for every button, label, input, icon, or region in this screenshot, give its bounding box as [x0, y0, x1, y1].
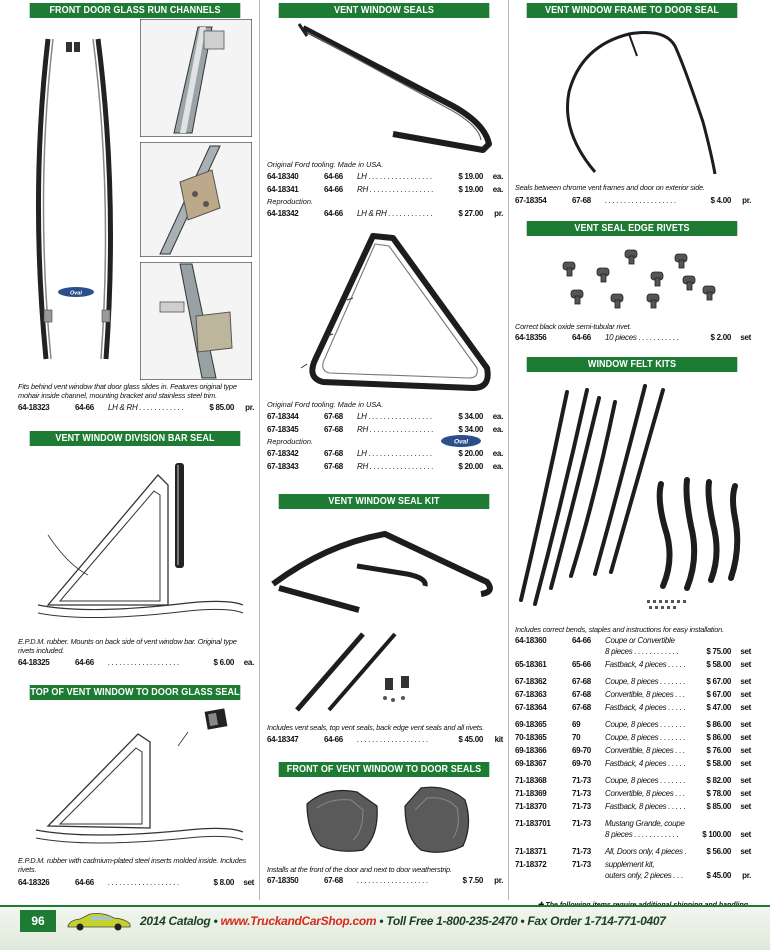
item-description: RH . . . . . . . . . . . . . . . . . — [357, 462, 434, 471]
years: 67-68 — [324, 462, 343, 471]
price: $ 7.50 — [462, 876, 483, 885]
tooling-note: Original Ford tooling. Made in USA. — [267, 160, 384, 169]
item-description-text: Fastback, 4 pieces — [605, 703, 667, 712]
price-row — [515, 718, 751, 731]
vent-seal-64-66-image — [293, 20, 503, 154]
unit: set — [740, 703, 751, 712]
part-number: 69-18367 — [515, 759, 547, 768]
years: 69 — [572, 720, 581, 729]
item-description-text: Convertible, 8 pieces — [605, 789, 674, 798]
years: 71-73 — [572, 789, 591, 798]
top-vent-description: E.P.D.M. rubber with cadmium-plated steel inserts molded inside. Includes rivets. — [18, 856, 247, 875]
unit: pr. — [742, 871, 751, 880]
item-description-text: 10 pieces — [605, 333, 637, 342]
front-vent-description: Installs at the front of the door and next to door weatherstrip. — [267, 865, 452, 874]
item-description: Coupe, 8 pieces . . . . . . . — [605, 677, 686, 686]
felt-kits-image — [515, 378, 749, 618]
item-description: Convertible, 8 pieces . . . — [605, 690, 685, 699]
section-header-rivets: VENT SEAL EDGE RIVETS — [527, 221, 738, 236]
bullet-separator: • — [520, 914, 525, 928]
part-number: 64-18347 — [267, 735, 299, 744]
vent-seals-67-price-list — [267, 399, 503, 473]
unit: ea. — [243, 658, 254, 667]
column-divider — [259, 0, 260, 900]
price-row — [267, 170, 503, 183]
years: 65-66 — [572, 660, 591, 669]
price-row — [18, 656, 254, 669]
price-row — [267, 460, 503, 473]
years: 69-70 — [572, 746, 591, 755]
item-description: Coupe, 8 pieces . . . . . . . — [605, 776, 686, 785]
seal-kit-image — [267, 514, 501, 716]
item-description: Coupe, 8 pieces . . . . . . . — [605, 733, 686, 742]
item-description: LH . . . . . . . . . . . . . . . . . — [357, 412, 433, 421]
run-channel-detail-top-image — [140, 19, 252, 137]
frame-seal-price-list — [515, 194, 751, 207]
run-channel-long-image — [18, 24, 138, 364]
division-bar-diagram-image — [28, 455, 248, 627]
years: 67-68 — [572, 690, 591, 699]
part-number: 71-18368 — [515, 776, 547, 785]
years: 71-73 — [572, 860, 591, 869]
unit: ea. — [492, 412, 503, 421]
bullet-separator: • — [379, 914, 384, 928]
price-row — [515, 817, 751, 841]
reproduction-note-text: Reproduction. — [267, 437, 314, 446]
price-row — [267, 183, 503, 196]
item-description-text: Coupe, 8 pieces — [605, 776, 659, 785]
bullet-separator: • — [213, 914, 218, 928]
years: 64-66 — [324, 172, 343, 181]
years: 64-66 — [75, 878, 94, 887]
unit: set — [243, 878, 254, 887]
item-description: . . . . . . . . . . . . . . . . . . . — [108, 658, 180, 667]
price: $ 34.00 — [458, 425, 483, 434]
division-bar-price-list — [18, 656, 254, 669]
reproduction-note — [267, 436, 503, 447]
years: 64-66 — [572, 636, 591, 645]
top-vent-diagram-image — [28, 706, 248, 852]
item-description: . . . . . . . . . . . . . . . . . . . — [605, 196, 677, 205]
part-number: 67-18345 — [267, 425, 299, 434]
run-channel-detail-mid-image — [140, 142, 252, 257]
unit: ea. — [492, 172, 503, 181]
part-number: 67-18354 — [515, 196, 547, 205]
seal-kit-price-list — [267, 733, 503, 746]
item-description: Convertible, 8 pieces . . . — [605, 789, 685, 798]
price-row — [515, 800, 751, 813]
section-header-run-channels: FRONT DOOR GLASS RUN CHANNELS — [30, 3, 241, 18]
price-row — [18, 876, 254, 889]
front-vent-seals-image — [297, 780, 487, 856]
unit: pr. — [494, 209, 503, 218]
item-description: . . . . . . . . . . . . . . . . . . . — [357, 735, 429, 744]
price-row — [267, 733, 503, 746]
fax-order-phone: Fax Order 1-714-771-0407 — [527, 914, 666, 928]
price-row — [515, 744, 751, 757]
price-row — [267, 207, 503, 220]
frame-seal-image — [555, 22, 725, 177]
item-description-text: Coupe or Convertible — [605, 636, 675, 645]
unit: set — [740, 759, 751, 768]
item-description: LH & RH . . . . . . . . . . . . — [108, 403, 184, 412]
vent-seal-67-68-image — [293, 228, 503, 398]
rivets-description: Correct black oxide semi-tubular rivet. — [515, 322, 632, 331]
catalog-year: 2014 Catalog — [140, 914, 211, 928]
price: $ 20.00 — [458, 449, 483, 458]
years: 67-68 — [324, 876, 343, 885]
vent-seals-price-list — [267, 159, 503, 220]
years: 71-73 — [572, 802, 591, 811]
price-row — [515, 858, 751, 882]
price: $ 6.00 — [213, 658, 234, 667]
price: $ 47.00 — [706, 703, 731, 712]
item-description-text: LH — [357, 172, 367, 181]
column-divider — [508, 0, 509, 900]
item-description-sub: outers only, 2 pieces — [605, 871, 672, 880]
item-description: All, Doors only, 4 pieces . — [605, 847, 687, 856]
price: $ 67.00 — [706, 677, 731, 686]
unit: set — [740, 690, 751, 699]
oval-logo-icon — [439, 434, 483, 448]
item-description-text: Coupe, 8 pieces — [605, 733, 659, 742]
toll-free-phone: Toll Free 1-800-235-2470 — [386, 914, 518, 928]
price: $ 67.00 — [706, 690, 731, 699]
part-number: 67-18344 — [267, 412, 299, 421]
price-row — [515, 675, 751, 688]
frame-seal-description: Seals between chrome vent frames and door on exterior side. — [515, 183, 705, 192]
price-row — [515, 701, 751, 714]
website-link[interactable]: www.TruckandCarShop.com — [220, 914, 377, 928]
seal-kit-description: Includes vent seals, top vent seals, back edge vent seals and all rivets. — [267, 723, 485, 732]
price: $ 56.00 — [706, 847, 731, 856]
item-description-text: Convertible, 8 pieces — [605, 746, 674, 755]
section-header-seal-kit: VENT WINDOW SEAL KIT — [279, 494, 490, 509]
part-number: 64-18326 — [18, 878, 50, 887]
unit: pr. — [245, 403, 254, 412]
item-description-text: supplement kit, — [605, 860, 655, 869]
unit: set — [740, 733, 751, 742]
price-row — [515, 774, 751, 787]
rivets-price-list — [515, 331, 751, 344]
years: 71-73 — [572, 776, 591, 785]
section-header-felt-kits: WINDOW FELT KITS — [527, 357, 738, 372]
price-row — [267, 447, 503, 460]
years: 64-66 — [324, 209, 343, 218]
item-description-sub: 8 pieces — [605, 647, 633, 656]
item-description: Fastback, 8 pieces . . . . . — [605, 802, 686, 811]
division-bar-description: E.P.D.M. rubber. Mounts on back side of vent window bar. Original type rivets included. — [18, 637, 237, 656]
price-row — [18, 401, 254, 414]
price-row — [515, 787, 751, 800]
price-row — [515, 731, 751, 744]
run-channels-description: Fits behind vent window that door glass slides in. Features original type mohair inside channel, mounting bracket and stainless steel trim. — [18, 382, 237, 401]
item-description-text: Fastback, 4 pieces — [605, 759, 667, 768]
price: $ 85.00 — [706, 802, 731, 811]
item-description-text: RH — [357, 185, 368, 194]
price: $ 86.00 — [706, 720, 731, 729]
item-description: RH . . . . . . . . . . . . . . . . . — [357, 425, 434, 434]
item-description: LH . . . . . . . . . . . . . . . . . — [357, 172, 433, 181]
years: 64-66 — [75, 658, 94, 667]
footer-info — [140, 914, 750, 928]
unit: set — [740, 677, 751, 686]
item-description: Convertible, 8 pieces . . . — [605, 746, 685, 755]
price-row — [515, 658, 751, 671]
price-row — [515, 757, 751, 770]
price: $ 58.00 — [706, 759, 731, 768]
item-description: LH & RH . . . . . . . . . . . . — [357, 209, 433, 218]
years: 67-68 — [324, 425, 343, 434]
price: $ 27.00 — [458, 209, 483, 218]
section-header-top-vent: TOP OF VENT WINDOW TO DOOR GLASS SEAL — [30, 687, 240, 698]
part-number: 71-18371 — [515, 847, 547, 856]
years: 67-68 — [324, 449, 343, 458]
unit: set — [740, 647, 751, 656]
years: 67-68 — [572, 196, 591, 205]
part-number: 71-18370 — [515, 802, 547, 811]
item-description-text: Convertible, 8 pieces — [605, 690, 674, 699]
price: $ 2.00 — [710, 333, 731, 342]
unit: pr. — [494, 876, 503, 885]
oval-logo-text: Oval — [70, 290, 82, 297]
item-description: supplement kit, outers only, 2 pieces . . . — [605, 860, 684, 880]
years: 67-68 — [572, 703, 591, 712]
part-number: 67-18364 — [515, 703, 547, 712]
item-description: LH . . . . . . . . . . . . . . . . . — [357, 449, 433, 458]
years: 67-68 — [572, 677, 591, 686]
item-description-text: RH — [357, 462, 368, 471]
part-number: 64-18323 — [18, 403, 50, 412]
item-description-text: Mustang Grande, coupe — [605, 819, 685, 828]
part-number: 67-18362 — [515, 677, 547, 686]
price: $ 76.00 — [706, 746, 731, 755]
item-description: . . . . . . . . . . . . . . . . . . . — [357, 876, 429, 885]
unit: pr. — [742, 196, 751, 205]
item-description-text: LH & RH — [108, 403, 138, 412]
price-row — [267, 874, 503, 887]
unit: ea. — [492, 449, 503, 458]
unit: ea. — [492, 462, 503, 471]
part-number: 71-18369 — [515, 789, 547, 798]
mustang-car-icon — [64, 910, 134, 932]
item-description: Coupe, 8 pieces . . . . . . . — [605, 720, 686, 729]
part-number: 67-18343 — [267, 462, 299, 471]
part-number: 64-18340 — [267, 172, 299, 181]
top-vent-price-list — [18, 876, 254, 889]
unit: set — [740, 660, 751, 669]
price-row — [515, 331, 751, 344]
price: $ 78.00 — [706, 789, 731, 798]
unit: ea. — [492, 425, 503, 434]
felt-kits-price-list — [515, 634, 751, 882]
price: $ 4.00 — [710, 196, 731, 205]
run-channel-detail-bottom-image — [140, 262, 252, 380]
item-description: RH . . . . . . . . . . . . . . . . . — [357, 185, 434, 194]
part-number: 71-18372 — [515, 860, 547, 869]
front-vent-price-list — [267, 874, 503, 887]
price: $ 45.00 — [706, 871, 731, 880]
item-description: Mustang Grande, coupe 8 pieces . . . . . . . . . . . . — [605, 819, 685, 839]
tooling-note: Original Ford tooling. Made in USA. — [267, 400, 384, 409]
part-number: 69-18366 — [515, 746, 547, 755]
felt-kits-description: Includes correct bends, staples and instructions for easy installation. — [515, 625, 724, 634]
part-number: 71-183701 — [515, 819, 551, 828]
price: $ 100.00 — [702, 830, 731, 839]
item-description: Fastback, 4 pieces . . . . . — [605, 703, 686, 712]
item-description-text: RH — [357, 425, 368, 434]
unit: set — [740, 789, 751, 798]
reproduction-note: Reproduction. — [267, 197, 314, 206]
item-description-text: LH — [357, 412, 367, 421]
item-description: . . . . . . . . . . . . . . . . . . . — [108, 878, 180, 887]
item-description-text: LH & RH — [357, 209, 387, 218]
price-row — [515, 194, 751, 207]
section-header-vent-seals: VENT WINDOW SEALS — [279, 3, 490, 18]
unit: set — [740, 847, 751, 856]
part-number: 67-18363 — [515, 690, 547, 699]
part-number: 64-18325 — [18, 658, 50, 667]
item-description-text: LH — [357, 449, 367, 458]
part-number: 64-18341 — [267, 185, 299, 194]
run-channels-price-list — [18, 401, 254, 414]
item-description-text: Fastback, 8 pieces — [605, 802, 667, 811]
price: $ 8.00 — [213, 878, 234, 887]
years: 71-73 — [572, 819, 591, 828]
price: $ 82.00 — [706, 776, 731, 785]
years: 64-66 — [572, 333, 591, 342]
unit: set — [740, 776, 751, 785]
part-number: 64-18342 — [267, 209, 299, 218]
years: 64-66 — [324, 185, 343, 194]
price: $ 19.00 — [458, 185, 483, 194]
years: 69-70 — [572, 759, 591, 768]
price: $ 58.00 — [706, 660, 731, 669]
price-row — [267, 410, 503, 423]
section-header-front-vent: FRONT OF VENT WINDOW TO DOOR SEALS — [279, 762, 490, 777]
price: $ 34.00 — [458, 412, 483, 421]
item-description-text: Coupe, 8 pieces — [605, 677, 659, 686]
item-description-text: Fastback, 4 pieces — [605, 660, 667, 669]
years: 67-68 — [324, 412, 343, 421]
unit: set — [740, 802, 751, 811]
part-number: 64-18356 — [515, 333, 547, 342]
item-description: Fastback, 4 pieces . . . . . — [605, 660, 686, 669]
years: 70 — [572, 733, 581, 742]
rivets-image — [555, 244, 725, 316]
item-description-sub: 8 pieces — [605, 830, 633, 839]
price: $ 85.00 — [209, 403, 234, 412]
oval-logo-text: Oval — [453, 438, 469, 446]
part-number: 69-18365 — [515, 720, 547, 729]
price-row — [515, 688, 751, 701]
part-number: 67-18342 — [267, 449, 299, 458]
unit: kit — [494, 735, 503, 744]
price: $ 75.00 — [706, 647, 731, 656]
years: 71-73 — [572, 847, 591, 856]
item-description: Coupe or Convertible 8 pieces . . . . . . . . . . . . — [605, 636, 679, 656]
price: $ 86.00 — [706, 733, 731, 742]
unit: set — [740, 333, 751, 342]
price: $ 19.00 — [458, 172, 483, 181]
item-description: Fastback, 4 pieces . . . . . — [605, 759, 686, 768]
page-number: 96 — [20, 910, 56, 932]
part-number: 65-18361 — [515, 660, 547, 669]
item-description-text: All, Doors only, 4 pieces — [605, 847, 683, 856]
unit: set — [740, 746, 751, 755]
unit: set — [740, 830, 751, 839]
unit: set — [740, 720, 751, 729]
unit: ea. — [492, 185, 503, 194]
years: 64-66 — [75, 403, 94, 412]
item-description-text: Coupe, 8 pieces — [605, 720, 659, 729]
years: 64-66 — [324, 735, 343, 744]
section-header-frame-seal: VENT WINDOW FRAME TO DOOR SEAL — [527, 3, 738, 18]
price: $ 20.00 — [458, 462, 483, 471]
part-number: 70-18365 — [515, 733, 547, 742]
price-row — [515, 634, 751, 658]
item-description: 10 pieces . . . . . . . . . . . — [605, 333, 679, 342]
price-row — [515, 845, 751, 858]
price: $ 45.00 — [458, 735, 483, 744]
section-header-division-bar: VENT WINDOW DIVISION BAR SEAL — [30, 431, 241, 446]
part-number: 64-18360 — [515, 636, 547, 645]
part-number: 67-18350 — [267, 876, 299, 885]
